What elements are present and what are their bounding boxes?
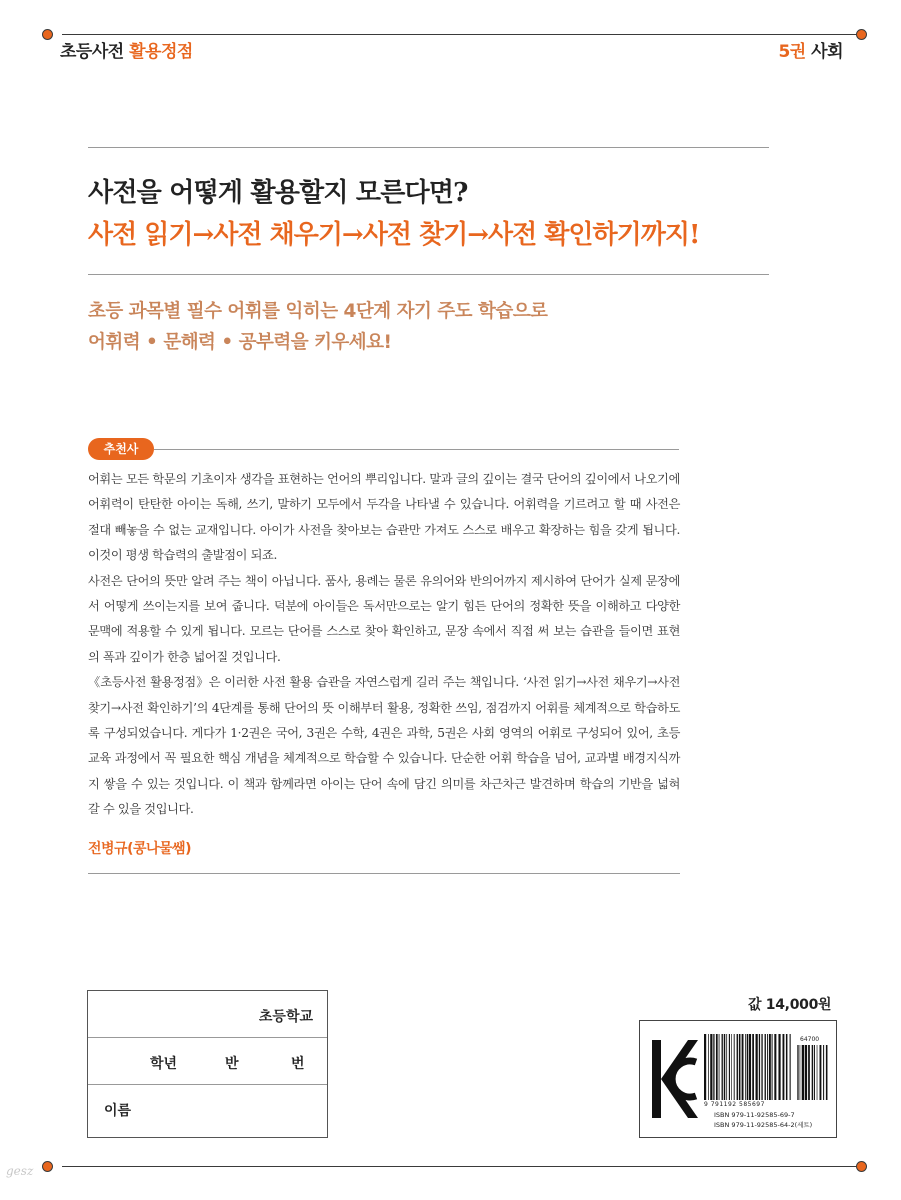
bottom-rule <box>62 1166 861 1167</box>
recommendation-badge: 추천사 <box>88 438 154 460</box>
volume-number: 5권 <box>778 42 806 62</box>
headline-bottom-divider <box>88 274 769 275</box>
price-label: 값 14,000원 <box>748 997 832 1013</box>
series-title-accent: 활용정점 <box>129 42 193 62</box>
barcode-main-icon <box>704 1034 792 1100</box>
kc-mark-icon <box>652 1040 698 1118</box>
bottom-right-dot <box>856 1161 867 1172</box>
name-label: 이름 <box>104 1103 132 1119</box>
recommendation-body <box>88 467 680 823</box>
class-label: 반 <box>225 1056 239 1072</box>
school-row <box>88 991 327 1038</box>
grade-label: 학년 <box>150 1056 178 1072</box>
number-label: 번 <box>291 1056 305 1072</box>
grade-class-row <box>88 1038 327 1085</box>
recommendation-paragraph: 어휘는 모든 학문의 기초이자 생각을 표현하는 언어의 뿌리입니다. 말과 글의 깊이는 결국 단어의 깊이에서 나오기에 어휘력이 탄탄한 아이는 독해, 쓰기, 말하기 모두에서 두각을 나타낼 수 있습니다. 어휘력을 기르려고 할 때 사전은 절대 빼놓을 수 없는 교재입니다. 아이가 사전을 찾아보는 습관만 가져도 스스로 배우고 확장하는 힘을 갖게 됩니다. 이것이 평생 학습력의 출발점이 되죠. <box>88 472 680 563</box>
volume-label <box>778 37 843 62</box>
barcode-addon-digits: 64700 <box>800 1036 820 1043</box>
recommender-name: 전병규(콩나물쌤) <box>88 841 191 857</box>
barcode-box <box>639 1020 837 1138</box>
top-right-dot <box>856 29 867 40</box>
student-name-table <box>87 990 328 1138</box>
bottom-left-dot <box>42 1161 53 1172</box>
headline-line-1: 사전을 어떻게 활용할지 모른다면? <box>88 178 468 208</box>
recommendation-paragraph: 사전은 단어의 뜻만 알려 주는 책이 아닙니다. 품사, 용례는 물론 유의어와 반의어까지 제시하여 단어가 실제 문장에서 어떻게 쓰이는지를 보여 줍니다. 덕분에 아이들은 독서만으로는 알기 힘든 단어의 정확한 뜻을 이해하고 다양한 문맥에 적용할 수 있게 됩니다. 모르는 단어를 스스로 찾아 확인하고, 문장 속에서 직접 써 보는 습관을 들이면 표현의 폭과 깊이가 한층 넓어질 것입니다. <box>88 573 680 664</box>
recommendation-paragraph: 《초등사전 활용정점》은 이러한 사전 활용 습관을 자연스럽게 길러 주는 책입니다. ‘사전 읽기→사전 채우기→사전 찾기→사전 확인하기’의 4단계를 통해 단어의 뜻 이해부터 활용, 정확한 쓰임, 점검까지 어휘를 체계적으로 학습하도록 구성되었습니다. 게다가 1·2권은 국어, 3권은 수학, 4권은 과학, 5권은 사회 영역의 어휘로 구성되어 있어, 초등 교육 과정에서 꼭 필요한 핵심 개념을 체계적으로 학습할 수 있습니다. 단순한 어휘 학습을 넘어, 교과별 배경지식까지 쌓을 수 있는 것입니다. 이 책과 함께라면 아이는 단어 속에 담긴 의미를 차근차근 발견하며 학습의 기반을 넓혀 갈 수 있을 것입니다. <box>88 675 680 817</box>
barcode-addon-icon <box>797 1045 829 1100</box>
recommendation-divider <box>154 449 679 450</box>
volume-subject: 사회 <box>811 42 843 62</box>
top-left-dot <box>42 29 53 40</box>
subtitle-line-1: 초등 과목별 필수 어휘를 익히는 4단계 자기 주도 학습으로 <box>88 301 548 322</box>
headline-line-2: 사전 읽기→사전 채우기→사전 찾기→사전 확인하기까지! <box>88 220 700 250</box>
top-rule <box>62 34 861 35</box>
barcode-digits: 9 791192 585697 <box>704 1101 765 1108</box>
name-row <box>88 1085 327 1132</box>
subtitle-line-2: 어휘력 • 문해력 • 공부력을 키우세요! <box>88 332 392 353</box>
school-label: 초등학교 <box>258 1009 313 1025</box>
headline-top-divider <box>88 147 769 148</box>
recommendation-end-divider <box>88 873 680 874</box>
publisher-logo: gesz <box>6 1164 34 1178</box>
series-title-plain: 초등사전 <box>60 42 124 62</box>
series-title <box>60 37 193 62</box>
isbn-single: ISBN 979-11-92585-69-7 <box>714 1111 795 1119</box>
isbn-set: ISBN 979-11-92585-64-2(세트) <box>714 1121 813 1129</box>
